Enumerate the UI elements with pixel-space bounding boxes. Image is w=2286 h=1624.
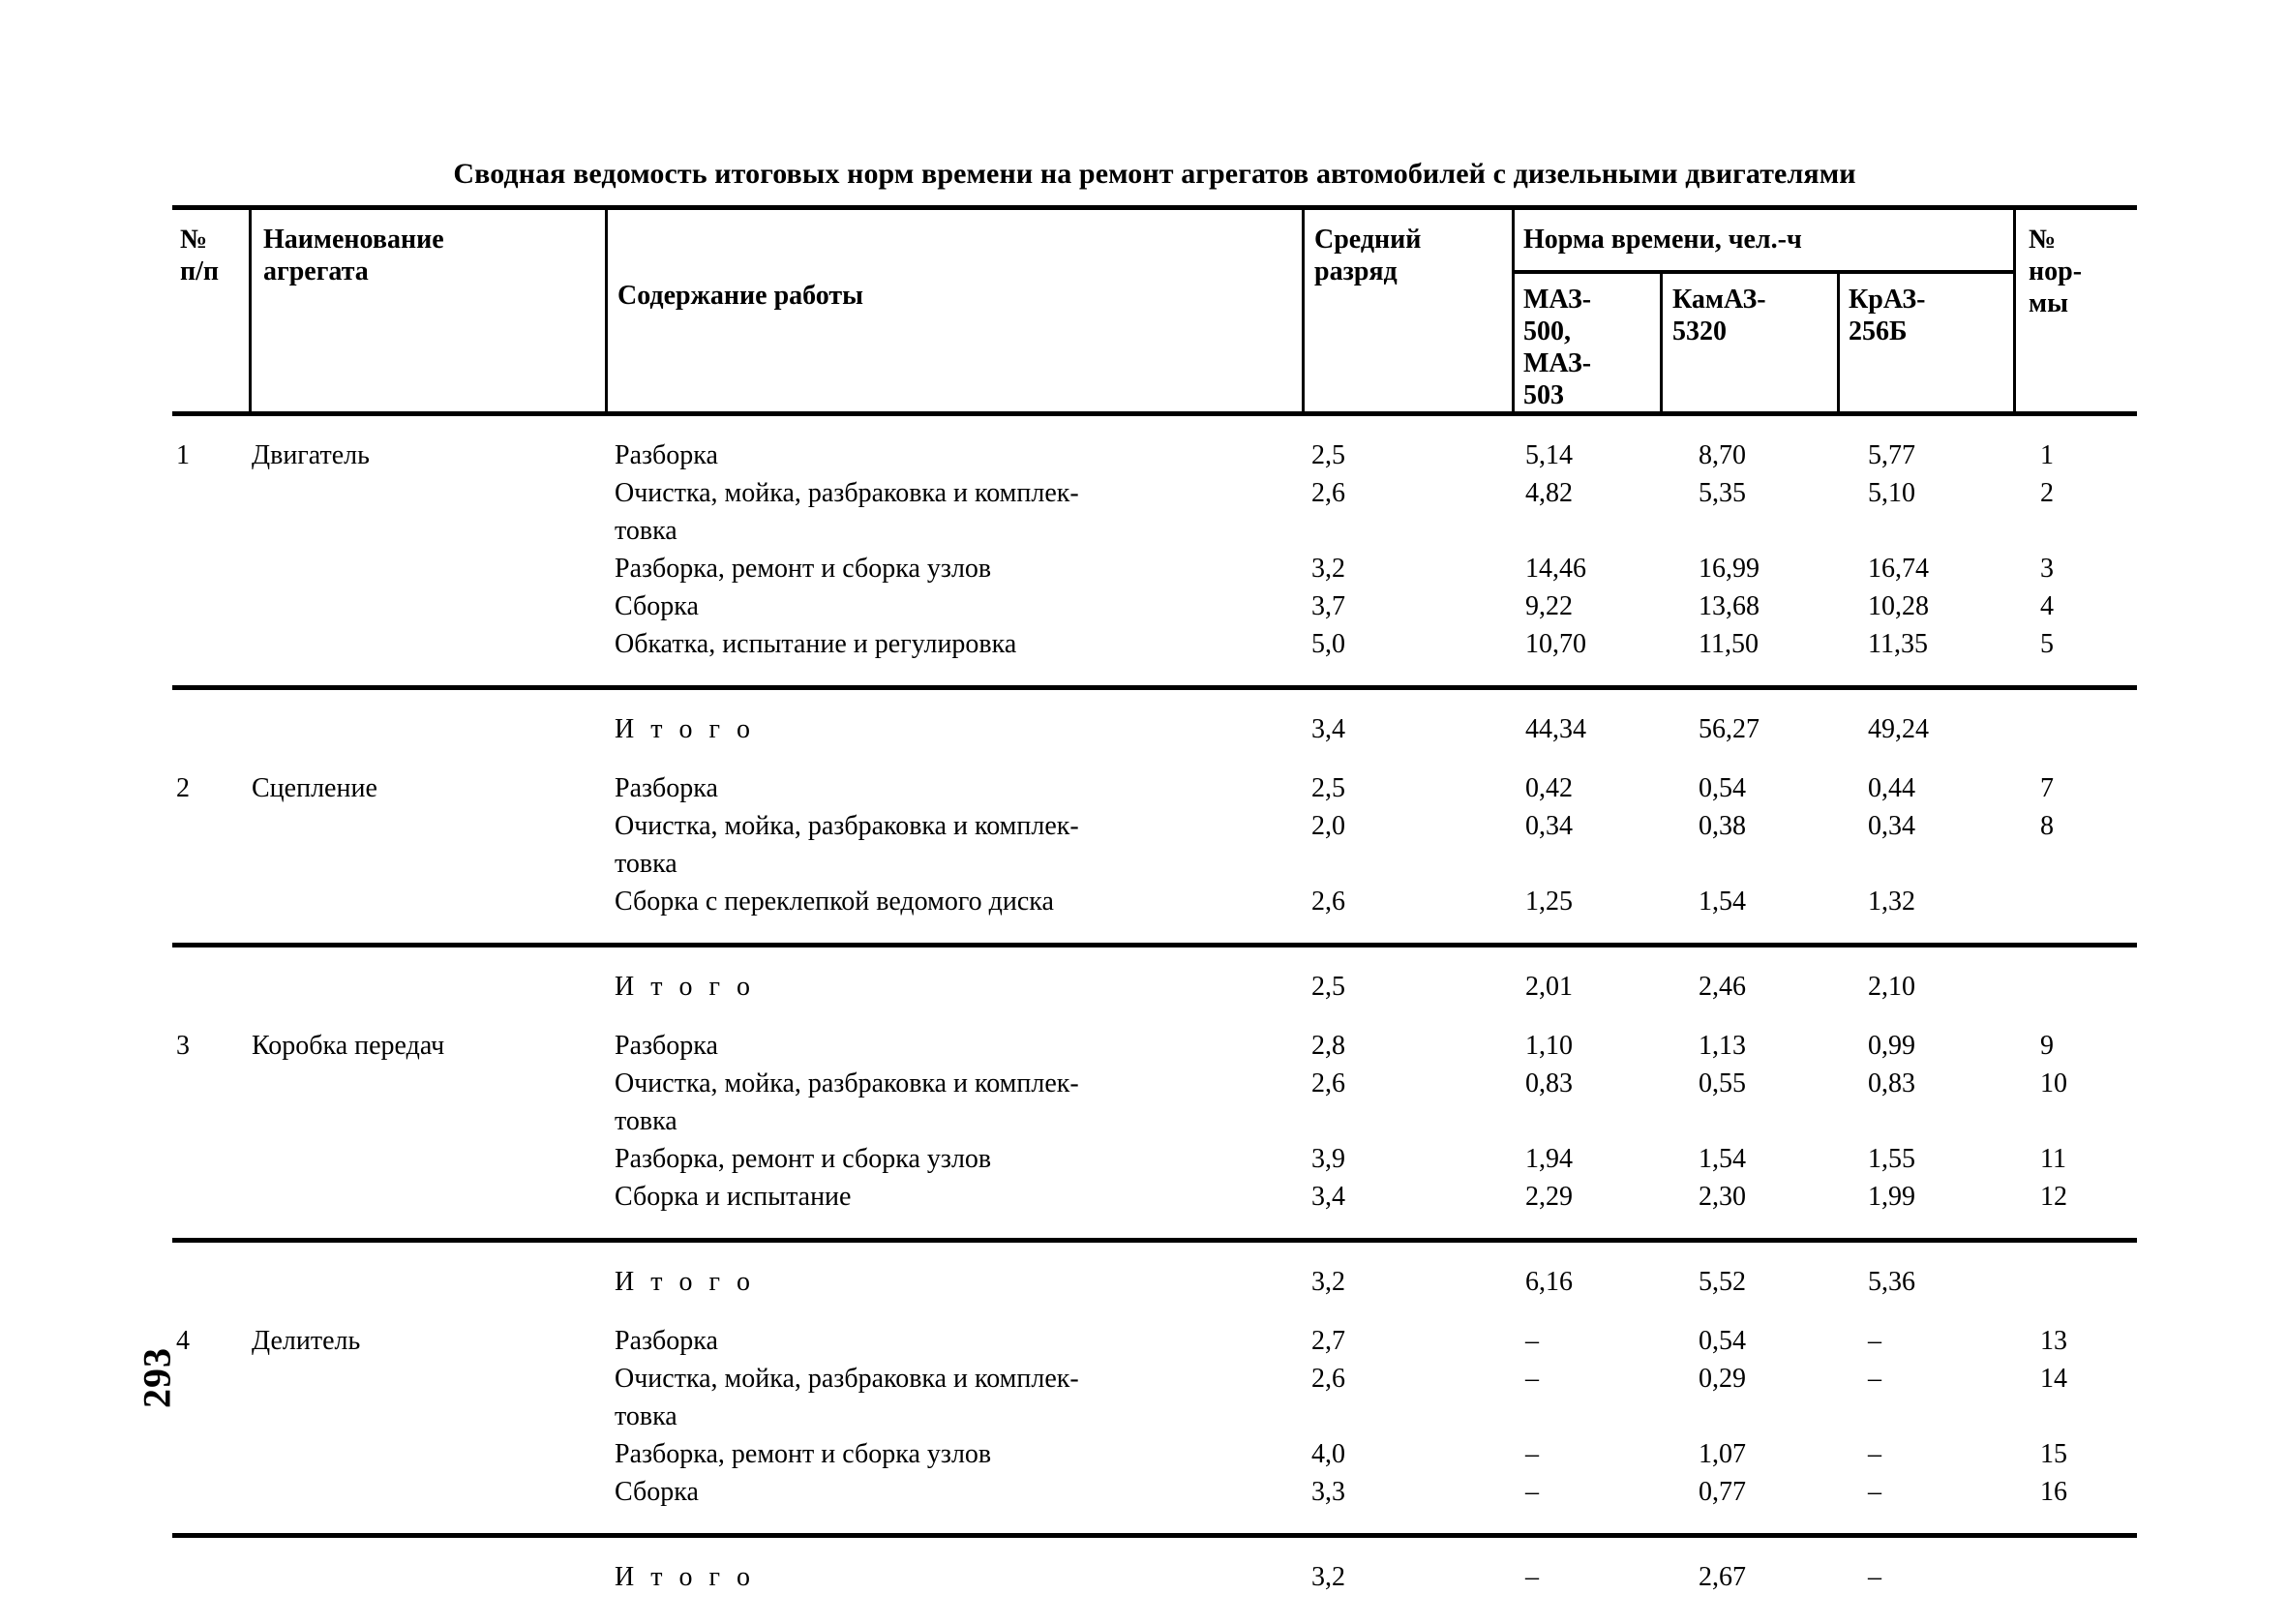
table-row xyxy=(172,1179,2137,1217)
row-spacer xyxy=(172,690,2137,711)
row-number: 2 xyxy=(176,773,190,803)
total-label: И т о г о xyxy=(615,1267,755,1297)
time-norm-kamaz: 16,99 xyxy=(1699,554,1760,584)
time-norm-kraz: 1,32 xyxy=(1868,887,1915,917)
header-divider-3 xyxy=(1302,210,1305,411)
header-time-norm-group: Норма времени, чел.-ч xyxy=(1523,225,1802,255)
average-grade: 2,5 xyxy=(1311,773,1345,803)
unit-name: Двигатель xyxy=(252,440,370,470)
table-row-continuation xyxy=(172,513,2137,551)
header-vehicle-maz-line1: МАЗ- xyxy=(1523,285,1592,315)
time-norm-kamaz: 8,70 xyxy=(1699,440,1746,470)
row-spacer xyxy=(172,947,2137,969)
work-content: Разборка, ремонт и сборка узлов xyxy=(615,554,992,584)
time-norm-maz: – xyxy=(1525,1326,1539,1356)
row-spacer xyxy=(172,749,2137,770)
norm-number: 2 xyxy=(2040,478,2054,508)
time-norm-kamaz: 11,50 xyxy=(1699,629,1759,659)
table-body xyxy=(172,416,2137,1597)
time-norm-maz: 1,10 xyxy=(1525,1031,1573,1061)
average-grade: 2,0 xyxy=(1311,811,1345,841)
total-time-norm-kraz: 2,10 xyxy=(1868,972,1915,1002)
time-norm-maz: 4,82 xyxy=(1525,478,1573,508)
header-work-content: Содержание работы xyxy=(617,281,864,311)
average-grade: 3,7 xyxy=(1311,591,1345,621)
work-content: Очистка, мойка, разбраковка и комплек- xyxy=(615,478,1079,508)
average-grade: 3,3 xyxy=(1311,1477,1345,1507)
time-norm-maz: 2,29 xyxy=(1525,1182,1573,1212)
table-row xyxy=(172,1361,2137,1398)
header-divider-2 xyxy=(605,210,608,411)
average-grade: 2,6 xyxy=(1311,887,1345,917)
time-norm-kraz: 1,55 xyxy=(1868,1144,1915,1174)
time-norm-kraz: – xyxy=(1868,1364,1881,1394)
total-time-norm-kraz: 5,36 xyxy=(1868,1267,1915,1297)
time-norm-maz: 1,94 xyxy=(1525,1144,1573,1174)
table-row xyxy=(172,770,2137,808)
unit-name: Делитель xyxy=(252,1326,361,1356)
header-divider-5 xyxy=(2013,210,2016,411)
table-row xyxy=(172,437,2137,475)
agg-block xyxy=(172,749,2137,1007)
work-content: Сборка с переклепкой ведомого диска xyxy=(615,887,1054,917)
work-content: Разборка xyxy=(615,773,718,803)
norm-number: 7 xyxy=(2040,773,2054,803)
header-divider-4 xyxy=(1512,210,1515,411)
unit-name: Сцепление xyxy=(252,773,377,803)
header-vehicle-maz-line4: 503 xyxy=(1523,380,1564,411)
table-row xyxy=(172,626,2137,664)
header-vehicle-kraz xyxy=(1849,284,1926,347)
time-norm-kamaz: 1,13 xyxy=(1699,1031,1746,1061)
time-norm-kamaz: 0,54 xyxy=(1699,773,1746,803)
work-content: Сборка xyxy=(615,591,699,621)
total-time-norm-kraz: – xyxy=(1868,1562,1881,1592)
norm-number: 8 xyxy=(2040,811,2054,841)
header-divider-1 xyxy=(249,210,252,411)
total-row xyxy=(172,969,2137,1007)
table-row xyxy=(172,1323,2137,1361)
work-content: Разборка, ремонт и сборка узлов xyxy=(615,1439,992,1469)
time-norm-maz: 0,83 xyxy=(1525,1068,1573,1098)
row-spacer xyxy=(172,1243,2137,1264)
time-norm-maz: 9,22 xyxy=(1525,591,1573,621)
work-content: Сборка и испытание xyxy=(615,1182,852,1212)
work-content: Разборка xyxy=(615,1031,718,1061)
norm-number: 11 xyxy=(2040,1144,2066,1174)
header-vehicle-kamaz-line1: КамАЗ- xyxy=(1672,285,1766,315)
norm-number: 12 xyxy=(2040,1182,2067,1212)
table-row xyxy=(172,1436,2137,1474)
time-norm-kraz: – xyxy=(1868,1439,1881,1469)
page-title: Сводная ведомость итоговых норм времени на ремонт агрегатов автомобилей с дизельными двигателями xyxy=(453,158,1856,190)
table-header xyxy=(172,210,2137,411)
unit-name: Коробка передач xyxy=(252,1031,445,1061)
work-content: Разборка, ремонт и сборка узлов xyxy=(615,1144,992,1174)
total-label: И т о г о xyxy=(615,972,755,1002)
norm-number: 14 xyxy=(2040,1364,2067,1394)
time-norm-kraz: 0,99 xyxy=(1868,1031,1915,1061)
total-row xyxy=(172,711,2137,749)
work-content: Разборка xyxy=(615,440,718,470)
norm-number: 10 xyxy=(2040,1068,2067,1098)
header-vehicle-kraz-line2: 256Б xyxy=(1849,316,1908,347)
table-row xyxy=(172,884,2137,921)
agg-block xyxy=(172,1302,2137,1597)
work-content: Сборка xyxy=(615,1477,699,1507)
average-grade: 3,9 xyxy=(1311,1144,1345,1174)
table-row xyxy=(172,1028,2137,1066)
header-norm-number xyxy=(2029,224,2082,319)
table-row-continuation xyxy=(172,846,2137,884)
time-norm-maz: 10,70 xyxy=(1525,629,1586,659)
time-norm-kraz: 10,28 xyxy=(1868,591,1929,621)
work-content-continuation: товка xyxy=(615,1401,677,1431)
time-norm-kraz: – xyxy=(1868,1477,1881,1507)
header-average-grade xyxy=(1314,224,1421,287)
time-norm-maz: 0,34 xyxy=(1525,811,1573,841)
total-label: И т о г о xyxy=(615,1562,755,1592)
agg-block xyxy=(172,416,2137,749)
table-row-continuation xyxy=(172,1398,2137,1436)
block-separator xyxy=(172,943,2137,947)
norm-number: 15 xyxy=(2040,1439,2067,1469)
block-separator xyxy=(172,685,2137,690)
time-norm-kraz: 5,10 xyxy=(1868,478,1915,508)
header-vehicle-maz-line3: МАЗ- xyxy=(1523,348,1592,379)
work-content: Очистка, мойка, разбраковка и комплек- xyxy=(615,1364,1079,1394)
block-separator xyxy=(172,1238,2137,1243)
time-norm-kamaz: 0,54 xyxy=(1699,1326,1746,1356)
norm-number: 3 xyxy=(2040,554,2054,584)
header-norm-number-line2: нор- xyxy=(2029,256,2083,287)
time-norm-kraz: 1,99 xyxy=(1868,1182,1915,1212)
header-norm-number-line3: мы xyxy=(2029,288,2068,319)
total-time-norm-maz: 44,34 xyxy=(1525,714,1586,744)
row-spacer xyxy=(172,1007,2137,1028)
norm-number: 1 xyxy=(2040,440,2054,470)
agg-block xyxy=(172,1007,2137,1302)
table-row xyxy=(172,475,2137,513)
row-spacer xyxy=(172,1302,2137,1323)
header-vehicle-maz xyxy=(1523,284,1591,411)
total-average-grade: 2,5 xyxy=(1311,972,1345,1002)
time-norm-kraz: – xyxy=(1868,1326,1881,1356)
average-grade: 2,6 xyxy=(1311,1364,1345,1394)
total-average-grade: 3,2 xyxy=(1311,1267,1345,1297)
time-norm-kamaz: 1,54 xyxy=(1699,887,1746,917)
time-norm-maz: – xyxy=(1525,1364,1539,1394)
norm-number: 9 xyxy=(2040,1031,2054,1061)
time-norm-kraz: 16,74 xyxy=(1868,554,1929,584)
norm-number: 4 xyxy=(2040,591,2054,621)
row-number: 3 xyxy=(176,1031,190,1061)
total-row xyxy=(172,1559,2137,1597)
header-vehicle-maz-line2: 500, xyxy=(1523,316,1571,347)
header-vehicle-kamaz xyxy=(1672,284,1766,347)
time-norm-kamaz: 0,29 xyxy=(1699,1364,1746,1394)
average-grade: 3,4 xyxy=(1311,1182,1345,1212)
time-norm-kraz: 0,44 xyxy=(1868,773,1915,803)
total-time-norm-maz: 6,16 xyxy=(1525,1267,1573,1297)
work-content-continuation: товка xyxy=(615,849,677,879)
average-grade: 2,6 xyxy=(1311,478,1345,508)
time-norm-kamaz: 5,35 xyxy=(1699,478,1746,508)
total-time-norm-kamaz: 2,46 xyxy=(1699,972,1746,1002)
table-row xyxy=(172,588,2137,626)
header-unit-name xyxy=(263,224,444,287)
norm-number: 5 xyxy=(2040,629,2054,659)
table-row xyxy=(172,1066,2137,1103)
time-norm-maz: 1,25 xyxy=(1525,887,1573,917)
average-grade: 4,0 xyxy=(1311,1439,1345,1469)
work-content: Очистка, мойка, разбраковка и комплек- xyxy=(615,1068,1079,1098)
header-row-number-line2: п/п xyxy=(180,256,220,287)
average-grade: 5,0 xyxy=(1311,629,1345,659)
total-label: И т о г о xyxy=(615,714,755,744)
average-grade: 2,8 xyxy=(1311,1031,1345,1061)
work-content-continuation: товка xyxy=(615,516,677,546)
header-unit-name-line2: агрегата xyxy=(263,256,369,287)
work-content: Очистка, мойка, разбраковка и комплек- xyxy=(615,811,1079,841)
average-grade: 2,5 xyxy=(1311,440,1345,470)
table-row xyxy=(172,1474,2137,1512)
table-row xyxy=(172,808,2137,846)
total-row xyxy=(172,1264,2137,1302)
table-row-continuation xyxy=(172,1103,2137,1141)
table-row xyxy=(172,1141,2137,1179)
total-time-norm-maz: 2,01 xyxy=(1525,972,1573,1002)
time-norm-kamaz: 0,38 xyxy=(1699,811,1746,841)
time-norm-kamaz: 13,68 xyxy=(1699,591,1760,621)
time-norm-kamaz: 0,55 xyxy=(1699,1068,1746,1098)
work-content-continuation: товка xyxy=(615,1106,677,1136)
average-grade: 2,6 xyxy=(1311,1068,1345,1098)
time-norm-maz: 5,14 xyxy=(1525,440,1573,470)
header-norm-number-line1: № xyxy=(2029,225,2057,255)
row-spacer xyxy=(172,416,2137,437)
header-subdivider-2 xyxy=(1837,270,1840,411)
total-average-grade: 3,4 xyxy=(1311,714,1345,744)
row-spacer xyxy=(172,1538,2137,1559)
time-norm-kamaz: 2,30 xyxy=(1699,1182,1746,1212)
row-number: 4 xyxy=(176,1326,190,1356)
time-norm-kraz: 5,77 xyxy=(1868,440,1915,470)
total-time-norm-kamaz: 5,52 xyxy=(1699,1267,1746,1297)
total-time-norm-kamaz: 56,27 xyxy=(1699,714,1760,744)
header-average-grade-line1: Средний xyxy=(1314,225,1422,255)
total-average-grade: 3,2 xyxy=(1311,1562,1345,1592)
page-number: 293 xyxy=(135,1347,179,1408)
time-norm-kraz: 11,35 xyxy=(1868,629,1928,659)
header-average-grade-line2: разряд xyxy=(1314,256,1398,287)
norm-number: 13 xyxy=(2040,1326,2067,1356)
norm-number: 16 xyxy=(2040,1477,2067,1507)
time-norm-maz: – xyxy=(1525,1477,1539,1507)
header-vehicle-kamaz-line2: 5320 xyxy=(1672,316,1727,347)
block-separator xyxy=(172,1533,2137,1538)
row-number: 1 xyxy=(176,440,190,470)
header-vehicle-kraz-line1: КрАЗ- xyxy=(1849,285,1926,315)
time-norm-maz: 0,42 xyxy=(1525,773,1573,803)
table-row xyxy=(172,551,2137,588)
total-time-norm-kamaz: 2,67 xyxy=(1699,1562,1746,1592)
time-norm-kamaz: 1,54 xyxy=(1699,1144,1746,1174)
work-content: Разборка xyxy=(615,1326,718,1356)
time-norm-kamaz: 0,77 xyxy=(1699,1477,1746,1507)
norms-table xyxy=(172,205,2137,1597)
header-group-underline xyxy=(1512,270,2013,274)
time-norm-kraz: 0,34 xyxy=(1868,811,1915,841)
header-subdivider-1 xyxy=(1660,270,1663,411)
total-time-norm-kraz: 49,24 xyxy=(1868,714,1929,744)
time-norm-kamaz: 1,07 xyxy=(1699,1439,1746,1469)
work-content: Обкатка, испытание и регулировка xyxy=(615,629,1017,659)
average-grade: 3,2 xyxy=(1311,554,1345,584)
header-row-number-line1: № xyxy=(180,225,208,255)
time-norm-maz: 14,46 xyxy=(1525,554,1586,584)
average-grade: 2,7 xyxy=(1311,1326,1345,1356)
header-unit-name-line1: Наименование xyxy=(263,225,444,255)
total-time-norm-maz: – xyxy=(1525,1562,1539,1592)
header-row-number xyxy=(180,224,219,287)
time-norm-kraz: 0,83 xyxy=(1868,1068,1915,1098)
time-norm-maz: – xyxy=(1525,1439,1539,1469)
